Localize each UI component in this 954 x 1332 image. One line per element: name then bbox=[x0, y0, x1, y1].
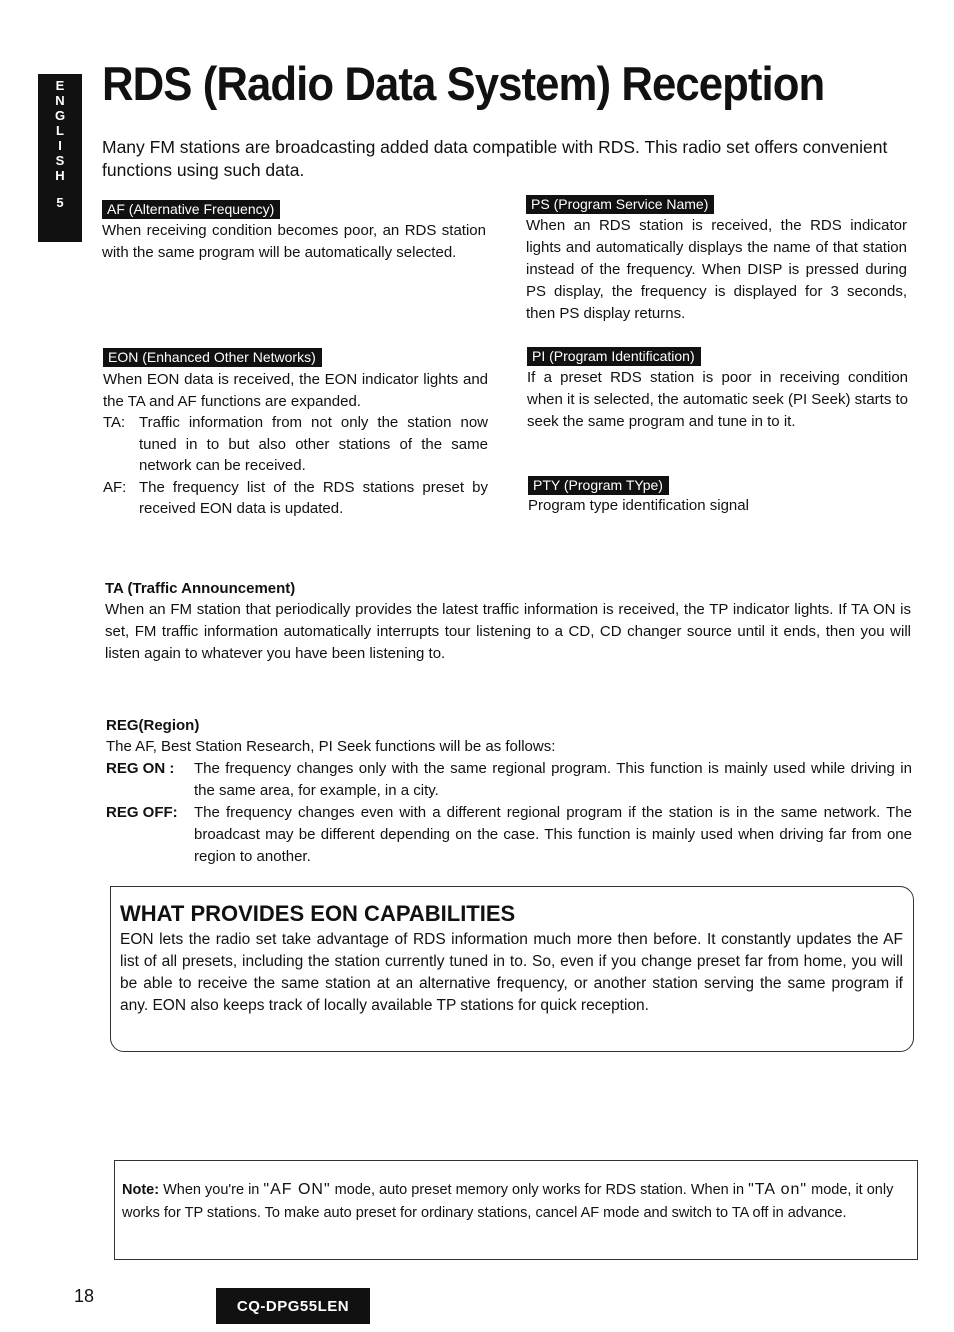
language-tab-letters bbox=[55, 78, 65, 183]
reg-intro: The AF, Best Station Research, PI Seek functions will be as follows: bbox=[106, 738, 556, 755]
reg-on-row bbox=[106, 758, 912, 802]
eon-capabilities-heading: WHAT PROVIDES EON CAPABILITIES bbox=[120, 901, 516, 926]
af-label: AF (Alternative Frequency) bbox=[102, 200, 280, 219]
ta-text: When an FM station that periodically provides the latest traffic information is received, the TP indicator lights. If TA ON is set, FM traffic information automatically interrupts tour listening to a CD, CD changer source until it ends, then you will listen again to whatever you have been listening to. bbox=[105, 601, 911, 662]
note-mode-ta-on: "TA on" bbox=[748, 1181, 808, 1198]
af-text: When receiving condition becomes poor, an RDS station with the same program will be automatically selected. bbox=[102, 222, 486, 261]
page-number: 18 bbox=[74, 1286, 95, 1306]
eon-section bbox=[103, 348, 488, 520]
language-letter: H bbox=[55, 168, 65, 183]
note-mode-af-on: "AF ON" bbox=[263, 1181, 331, 1198]
pi-section bbox=[527, 347, 908, 433]
model-badge: CQ-DPG55LEN bbox=[216, 1288, 370, 1324]
eon-af-text: The frequency list of the RDS stations preset by received EON data is updated. bbox=[139, 478, 488, 517]
note-label: Note: bbox=[122, 1182, 160, 1198]
page-title: RDS (Radio Data System) Reception bbox=[102, 57, 825, 110]
reg-off-row bbox=[106, 802, 912, 868]
pty-section bbox=[528, 476, 909, 517]
ps-label: PS (Program Service Name) bbox=[526, 195, 714, 214]
eon-ta-item bbox=[103, 412, 488, 477]
reg-heading: REG(Region) bbox=[106, 717, 200, 734]
eon-label: EON (Enhanced Other Networks) bbox=[103, 348, 322, 367]
section-number: 5 bbox=[56, 195, 64, 210]
language-letter: L bbox=[56, 123, 64, 138]
ta-section bbox=[105, 579, 911, 665]
pi-text: If a preset RDS station is poor in receiving condition when it is selected, the automatic seek (PI Seek) starts to seek the same program and tune in to it. bbox=[527, 369, 909, 430]
note-text-1: When you're in bbox=[163, 1182, 260, 1198]
note-box bbox=[114, 1160, 918, 1260]
language-letter: E bbox=[55, 78, 65, 93]
reg-section bbox=[106, 716, 912, 868]
language-letter: N bbox=[55, 93, 65, 108]
pi-label: PI (Program Identification) bbox=[527, 347, 701, 366]
note-text-2: mode, auto preset memory only works for RDS station. When in bbox=[334, 1182, 745, 1198]
pty-text: Program type identification signal bbox=[528, 497, 749, 514]
reg-on-text: The frequency changes only with the same regional program. This function is mainly used while driving in the same area, for example, in a city. bbox=[194, 760, 912, 799]
reg-on-key: REG ON : bbox=[106, 760, 175, 777]
pty-label: PTY (Program TYpe) bbox=[528, 476, 669, 495]
language-letter: I bbox=[58, 138, 62, 153]
eon-text: When EON data is received, the EON indicator lights and the TA and AF functions are expanded. bbox=[103, 371, 488, 410]
eon-ta-text: Traffic information from not only the station now tuned in to but also other stations of the same network can be received. bbox=[139, 414, 488, 474]
eon-ta-key: TA: bbox=[103, 414, 126, 431]
ps-section bbox=[526, 195, 907, 325]
eon-capabilities-box bbox=[110, 886, 914, 1052]
language-letter: G bbox=[54, 108, 66, 123]
reg-off-text: The frequency changes even with a different regional program if the station is in the same network. The broadcast may be different depending on the case. This function is mainly used when driving far from one region to another. bbox=[194, 804, 912, 865]
eon-af-key: AF: bbox=[103, 478, 127, 496]
eon-capabilities-text: EON lets the radio set take advantage of RDS information much more then before. It constantly updates the AF list of all presets, including the station currently tuned in to. So, even if you change preset far from home, you will be able to receive the same station at an alternative frequency, or another station serving the same program if any. EON also keeps track of locally available TP stations for quick reception. bbox=[120, 931, 903, 1014]
ta-heading: TA (Traffic Announcement) bbox=[105, 580, 296, 597]
intro-paragraph: Many FM stations are broadcasting added data compatible with RDS. This radio set offers convenient functions using such data. bbox=[102, 137, 888, 180]
af-section bbox=[102, 200, 486, 264]
language-tab bbox=[38, 74, 82, 242]
language-letter: S bbox=[55, 153, 65, 168]
eon-af-item bbox=[103, 477, 488, 520]
note-text-3: mode, it only works for TP stations. To make auto preset for ordinary stations, cancel AF mode and switch to TA off in advance. bbox=[122, 1182, 894, 1221]
ps-text: When an RDS station is received, the RDS indicator lights and automatically displays the name of that station instead of the frequency. When DISP is pressed during PS display, the frequency is displayed for 3 seconds, then PS display returns. bbox=[526, 217, 907, 322]
reg-off-key: REG OFF: bbox=[106, 804, 178, 821]
